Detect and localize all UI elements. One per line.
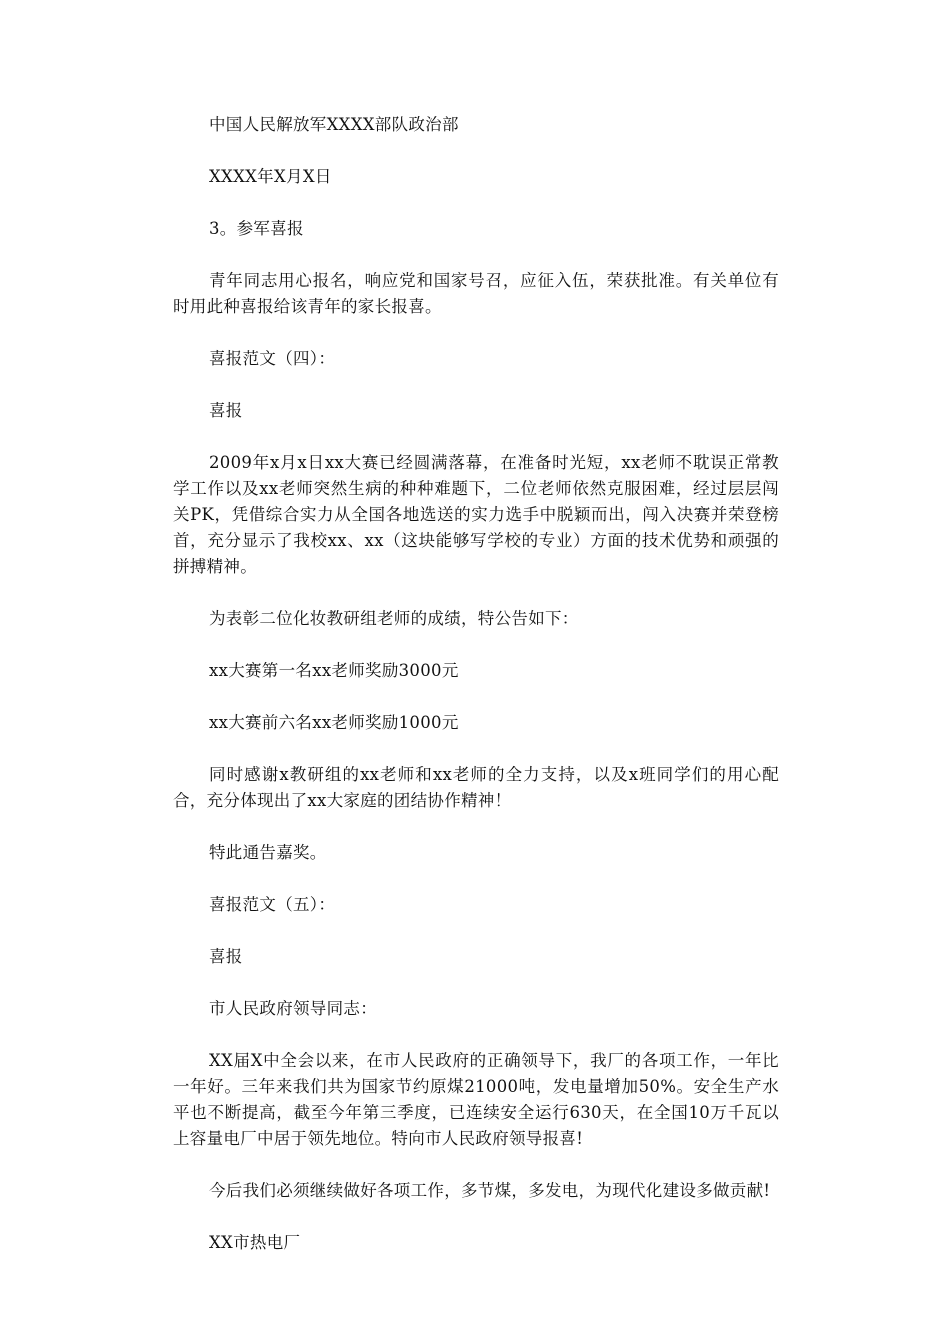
sample-heading: 喜报范文（四）： (209, 349, 336, 368)
body-paragraph: 2009年x月x日xx大赛已经圆满落幕，在准备时光短，xx老师不耽误正常教学工作以及xx老师突然生病的种种难题下，二位老师依然克服困难，经过层层闯关PK，凭借综合实力从全国各地选送的实力选手中脱颖而出，闯入决赛并荣登榜首，充分显示了我校xx、xx（这块能够写学校的专业）方面的技术优势和顽强的拼搏精神。 (173, 453, 779, 576)
body-paragraph: 为表彰二位化妆教研组老师的成绩，特公告如下： (209, 609, 579, 628)
sender-organization: 中国人民解放军XXXX部队政治部 (209, 115, 459, 134)
salutation: 市人民政府领导同志： (209, 999, 377, 1018)
body-paragraph: XX届X中全会以来，在市人民政府的正确领导下，我厂的各项工作，一年比一年好。三年来我们共为国家节约原煤21000吨，发电量增加50%。安全生产水平也不断提高，截至今年第三季度，已连续安全运行630天，在全国10万千瓦以上容量电厂中居于领先地位。特向市人民政府领导报喜! (173, 1051, 779, 1148)
body-paragraph: 今后我们必须继续做好各项工作，多节煤，多发电，为现代化建设多做贡献! (209, 1181, 771, 1200)
closing-line: 特此通告嘉奖。 (209, 843, 327, 862)
body-paragraph: 青年同志用心报名，响应党和国家号召，应征入伍，荣获批准。有关单位有时用此种喜报给该青年的家长报喜。 (173, 271, 779, 316)
document-page (173, 112, 779, 1282)
sample-heading: 喜报范文（五）： (209, 895, 336, 914)
section-heading: 3。参军喜报 (209, 219, 304, 238)
award-line: xx大赛前六名xx老师奖励1000元 (209, 713, 459, 732)
date-line: XXXX年X月X日 (209, 167, 332, 186)
award-line: xx大赛第一名xx老师奖励3000元 (209, 661, 459, 680)
notice-title: 喜报 (209, 947, 243, 966)
body-paragraph: 同时感谢x教研组的xx老师和xx老师的全力支持，以及x班同学们的用心配合，充分体现出了xx大家庭的团结协作精神！ (173, 765, 779, 810)
signature-organization: XX市热电厂 (209, 1233, 301, 1252)
notice-title: 喜报 (209, 401, 243, 420)
